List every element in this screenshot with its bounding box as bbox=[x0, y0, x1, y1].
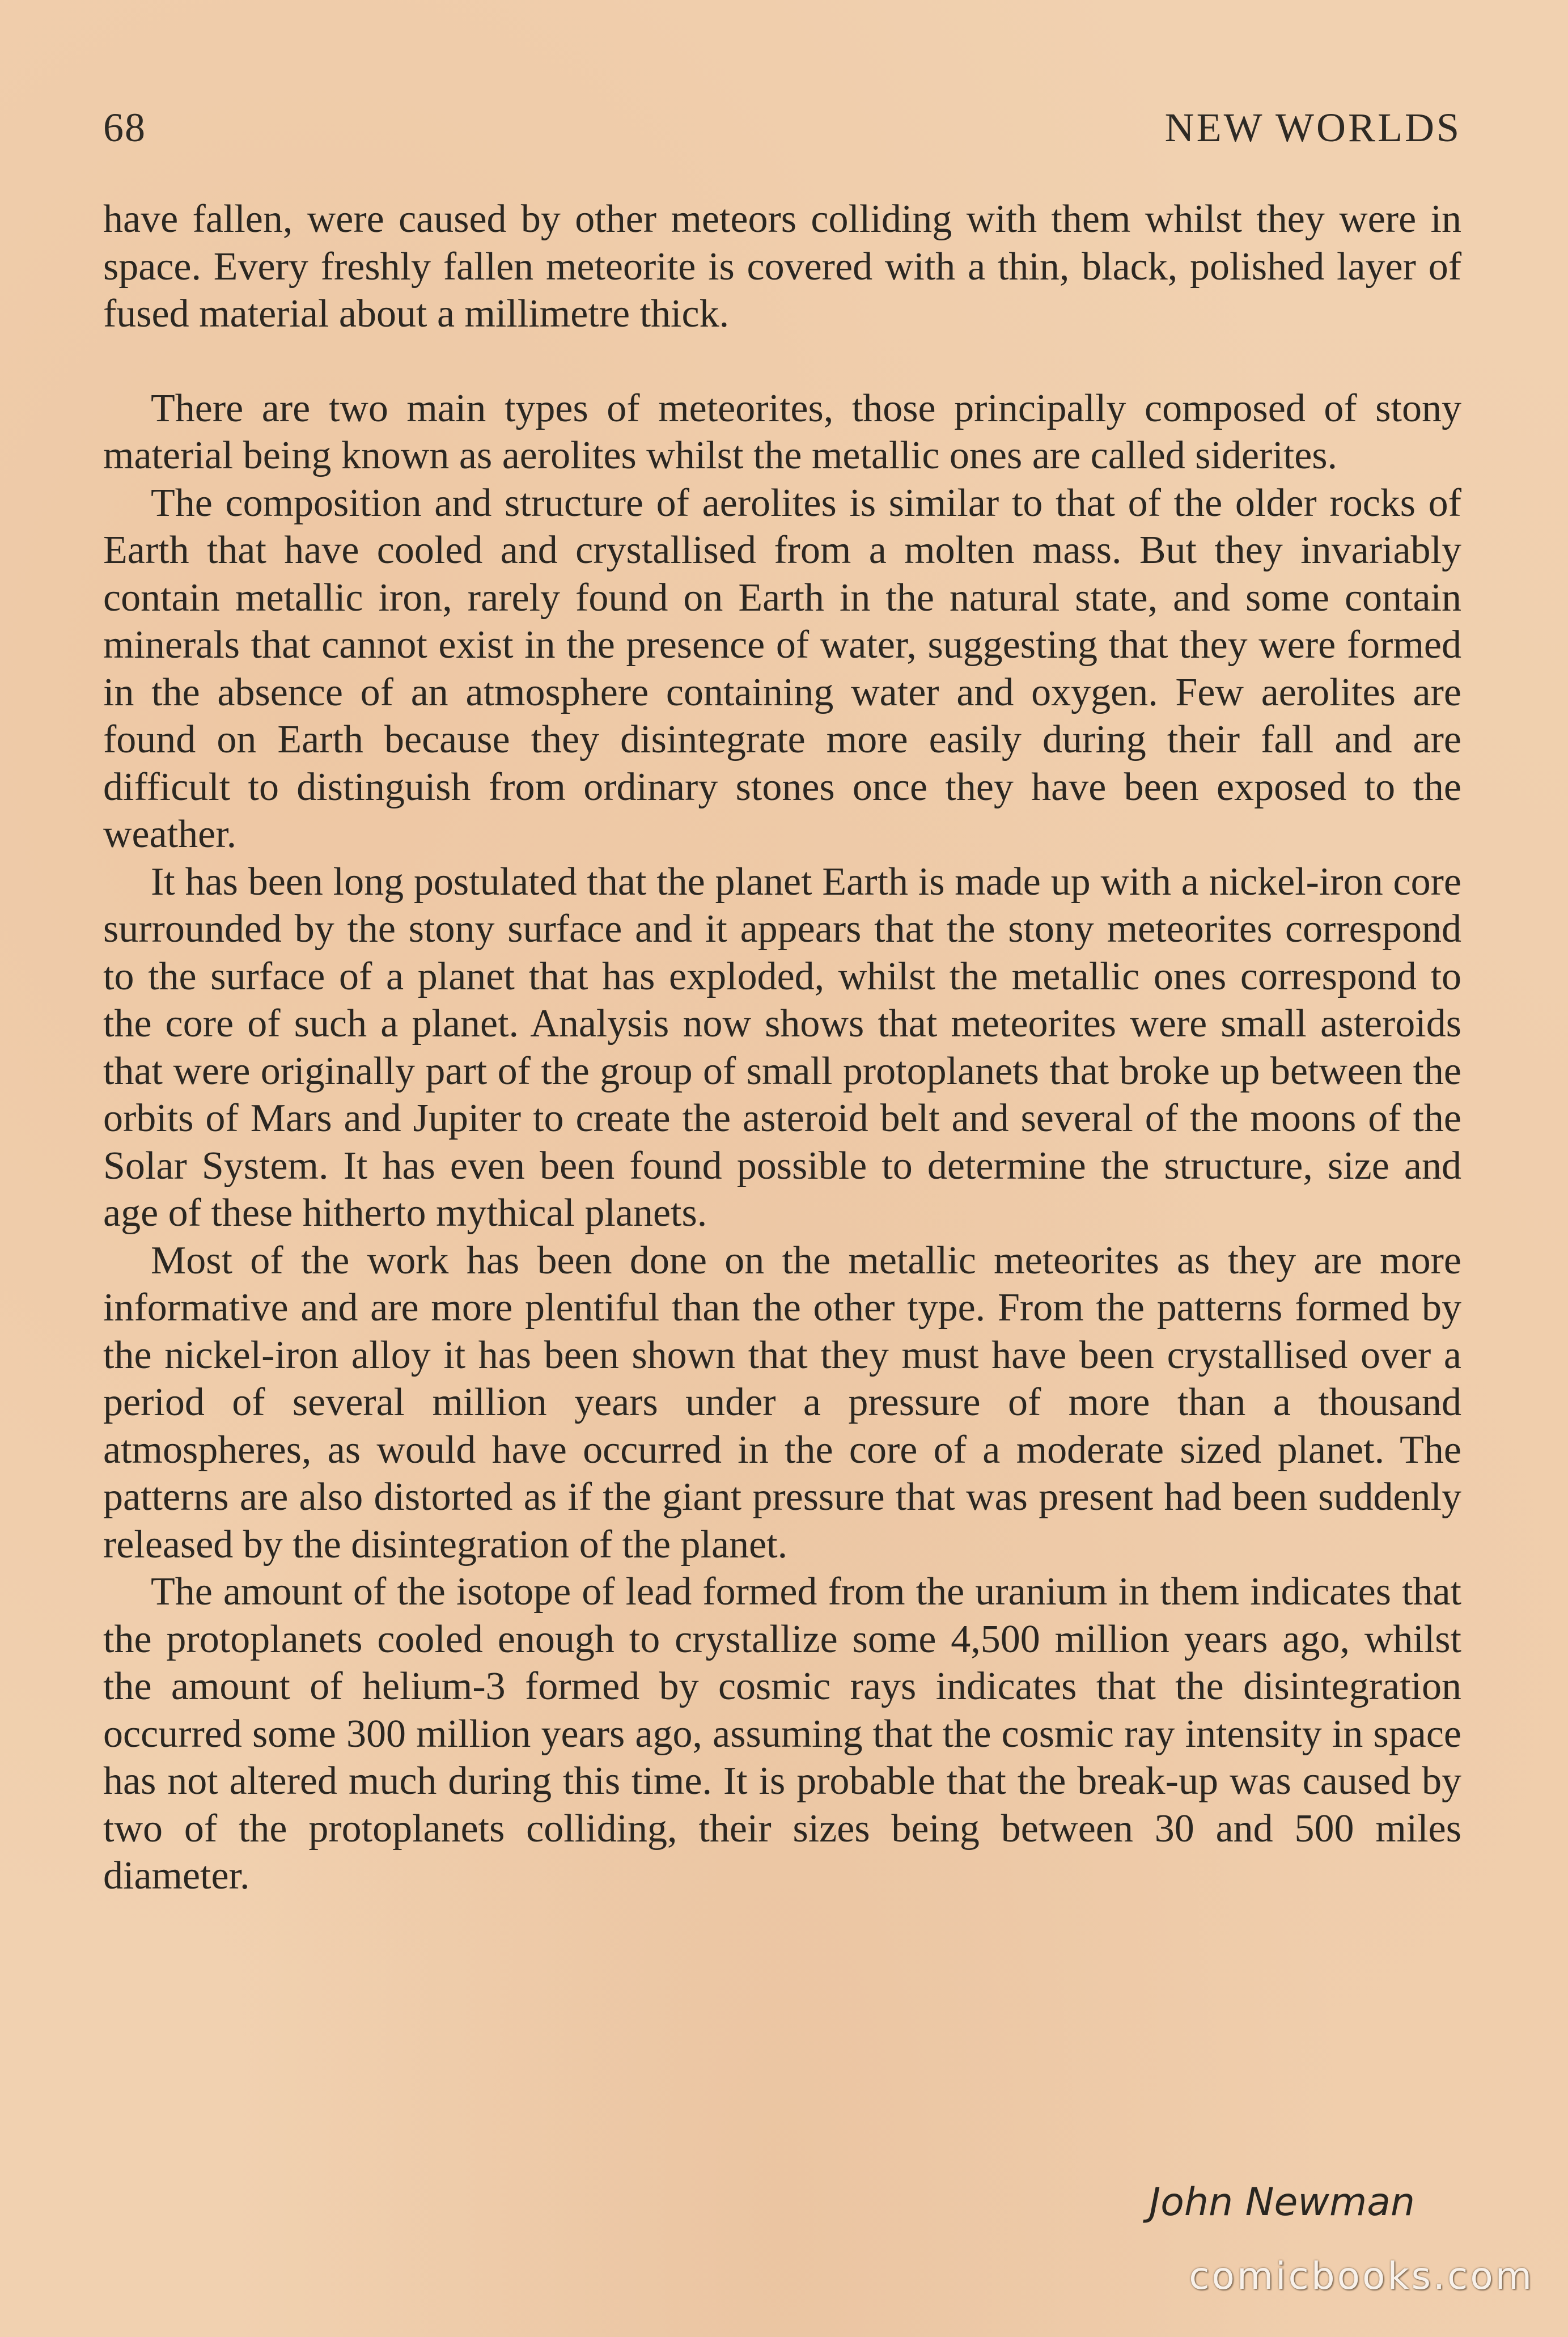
paragraph: There are two main types of meteorites, those principally composed of stony material being known as aerolites whilst the metallic ones are called siderites. bbox=[103, 386, 1461, 477]
paragraph: The composition and structure of aerolites is similar to that of the older rocks of Earth that have cooled and crystallised from a molten mass. But they invariably contain metallic iron, rarely found on Earth in the natural state, and some contain minerals that cannot exist in the presence of water, suggesting that they were formed in the absence of an atmosphere containing water and oxygen. Few aerolites are found on Earth because they disintegrate more easily during their fall and are difficult to distinguish from ordinary stones once they have been exposed to the weather. bbox=[103, 481, 1461, 856]
paragraph: The amount of the isotope of lead formed from the uranium in them indicates that the protoplanets cooled enough to crystallize some 4,500 million years ago, whilst the amount of helium-3 formed by cosmic rays indicates that the disintegration occurred some 300 million years ago, assuming that the cosmic ray intensity in space has not altered much during this time. It is probable that the break-up was caused by two of the protoplanets colliding, their sizes being between 30 and 500 miles diameter. bbox=[103, 1570, 1461, 1898]
page-number: 68 bbox=[103, 105, 146, 150]
article-body bbox=[103, 196, 1461, 1900]
author-signature: John Newman bbox=[1149, 2180, 1415, 2225]
running-head bbox=[103, 96, 1461, 159]
watermark: comicbooks.com bbox=[1189, 2254, 1534, 2298]
paragraph: have fallen, were caused by other meteors colliding with them whilst they were in space. Every freshly fallen meteorite is covered with a thin, black, polished layer of fused material about a millimetre thick. bbox=[103, 197, 1461, 336]
paragraph: It has been long postulated that the planet Earth is made up with a nickel-iron core surrounded by the stony surface and it appears that the stony meteorites correspond to the surface of a planet that has exploded, whilst the metallic ones correspond to the core of such a planet. Analysis now shows that meteorites were small asteroids that were originally part of the group of small protoplanets that broke up between the orbits of Mars and Jupiter to create the asteroid belt and several of the moons of the Solar System. It has even been found possible to determine the structure, size and age of these hitherto mythical planets. bbox=[103, 860, 1461, 1235]
journal-title: NEW WORLDS bbox=[1164, 105, 1461, 150]
paragraph: Most of the work has been done on the metallic meteorites as they are more informative and are more plentiful than the other type. From the patterns formed by the nickel-iron alloy it has been shown that they must have been crystallised over a period of several million years under a pressure of more than a thousand atmospheres, as would have occurred in the core of a moderate sized planet. The patterns are also distorted as if the giant pressure that was present had been suddenly released by the disintegration of the planet. bbox=[103, 1238, 1461, 1567]
